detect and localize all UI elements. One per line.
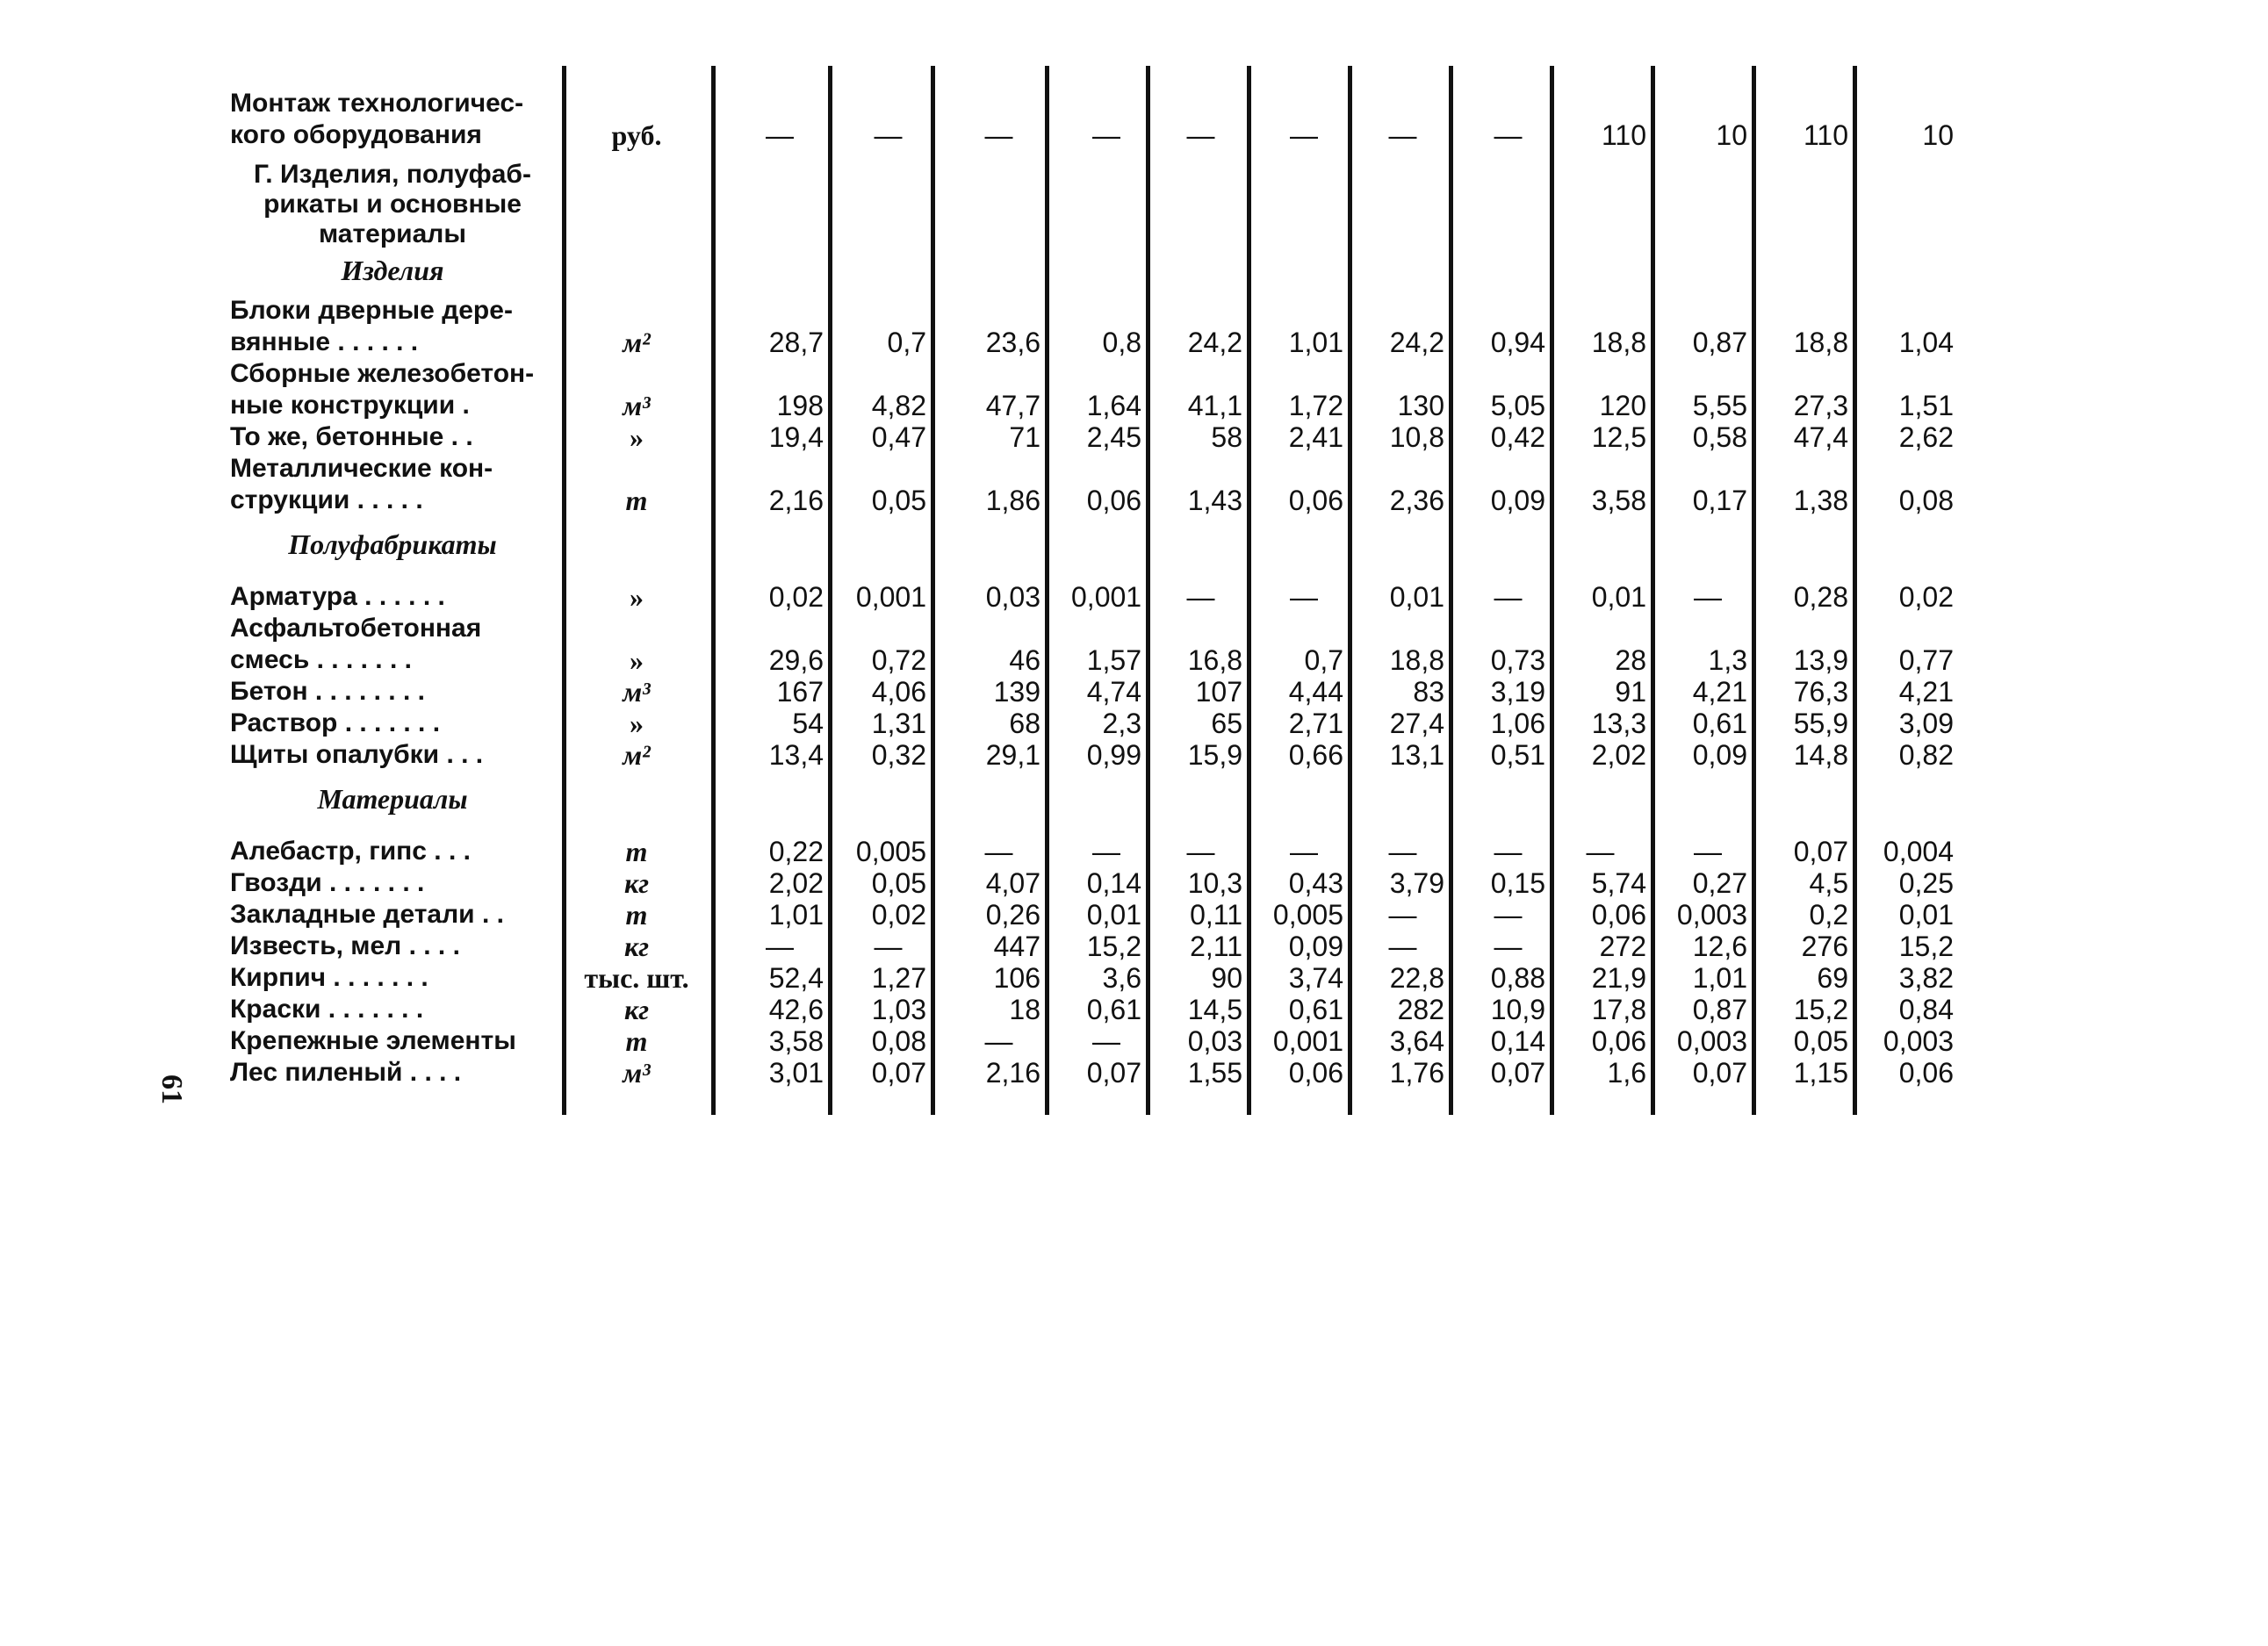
row-name-line: Бетон . . . . . . . .	[230, 677, 425, 706]
value-cell: 0,11	[1190, 899, 1242, 931]
value-cell: 0,09	[1692, 739, 1747, 771]
value-cell: 0,8	[1102, 327, 1141, 358]
value-cell: —	[1186, 119, 1215, 151]
value-cell: —	[1586, 836, 1615, 867]
value-cell: 0,61	[1086, 994, 1141, 1025]
value-cell: 46	[1009, 644, 1040, 676]
value-cell: 47,4	[1793, 421, 1848, 453]
value-cell: 18,8	[1591, 327, 1646, 358]
value-cell: 0,06	[1898, 1057, 1954, 1089]
unit-cell: м²	[623, 739, 651, 771]
column-divider	[828, 66, 832, 1115]
value-cell: 282	[1397, 994, 1444, 1025]
value-cell: 10	[1716, 119, 1747, 151]
value-cell: 1,38	[1793, 485, 1848, 516]
group-title: Материалы	[317, 783, 468, 815]
unit-cell: »	[630, 708, 644, 739]
value-cell: 16,8	[1187, 644, 1242, 676]
value-cell: 0,07	[1692, 1057, 1747, 1089]
row-name-line: смесь . . . . . . .	[230, 645, 412, 674]
row-name	[230, 358, 555, 421]
value-cell: 3,82	[1898, 962, 1954, 994]
column-divider	[1853, 66, 1857, 1115]
value-cell: 1,57	[1086, 644, 1141, 676]
value-cell: 2,45	[1086, 421, 1141, 453]
row-name	[230, 931, 555, 962]
value-cell: 2,41	[1288, 421, 1343, 453]
row-name	[230, 739, 555, 771]
value-cell: 1,43	[1187, 485, 1242, 516]
value-cell: 0,77	[1898, 644, 1954, 676]
value-cell: 106	[993, 962, 1040, 994]
value-cell: 13,3	[1591, 708, 1646, 739]
value-cell: 0,14	[1086, 867, 1141, 899]
unit-cell: м³	[623, 1057, 651, 1089]
value-cell: 13,4	[768, 739, 824, 771]
row-name	[230, 962, 555, 994]
value-cell: —	[1388, 836, 1417, 867]
value-cell: —	[874, 119, 903, 151]
unit-cell: т	[625, 1025, 648, 1057]
value-cell: 90	[1211, 962, 1242, 994]
value-cell: 4,06	[871, 676, 926, 708]
row-name-line: Кирпич . . . . . . .	[230, 963, 428, 992]
value-cell: 0,005	[1272, 899, 1343, 931]
value-cell: 0,01	[1389, 581, 1444, 613]
value-cell: 18,8	[1793, 327, 1848, 358]
value-cell: 1,27	[871, 962, 926, 994]
value-cell: 447	[993, 931, 1040, 962]
value-cell: 15,2	[1086, 931, 1141, 962]
value-cell: 69	[1817, 962, 1848, 994]
value-cell: 110	[1601, 119, 1646, 151]
row-name-line: Известь, мел . . . .	[230, 931, 460, 960]
value-cell: 0,73	[1490, 644, 1545, 676]
row-name	[230, 867, 555, 899]
column-divider	[1348, 66, 1352, 1115]
row-name-line: Крепежные элементы	[230, 1026, 516, 1055]
row-name	[230, 1057, 555, 1089]
value-cell: 17,8	[1591, 994, 1646, 1025]
value-cell: 1,6	[1607, 1057, 1646, 1089]
value-cell: 107	[1195, 676, 1242, 708]
value-cell: 1,55	[1187, 1057, 1242, 1089]
value-cell: 2,02	[1591, 739, 1646, 771]
value-cell: —	[1494, 899, 1523, 931]
value-cell: 3,01	[768, 1057, 824, 1089]
value-cell: 1,03	[871, 994, 926, 1025]
unit-cell: кг	[623, 994, 650, 1025]
value-cell: 0,09	[1490, 485, 1545, 516]
value-cell: 0,2	[1809, 899, 1848, 931]
value-cell: 0,51	[1490, 739, 1545, 771]
value-cell: 15,2	[1793, 994, 1848, 1025]
row-name	[230, 899, 555, 931]
value-cell: 47,7	[985, 390, 1040, 421]
value-cell: 1,72	[1288, 390, 1343, 421]
value-cell: 54	[792, 708, 824, 739]
value-cell: 2,02	[768, 867, 824, 899]
value-cell: 13,9	[1793, 644, 1848, 676]
row-name-line: Гвозди . . . . . . .	[230, 868, 425, 897]
value-cell: 1,06	[1490, 708, 1545, 739]
value-cell: —	[1694, 581, 1722, 613]
value-cell: 0,003	[1676, 899, 1747, 931]
unit-cell: кг	[623, 931, 650, 962]
value-cell: 139	[993, 676, 1040, 708]
row-name-line: То же, бетонные . .	[230, 422, 473, 451]
value-cell: 0,01	[1591, 581, 1646, 613]
value-cell: —	[1494, 931, 1523, 962]
value-cell: 0,02	[1898, 581, 1954, 613]
value-cell: 0,28	[1793, 581, 1848, 613]
unit-cell: т	[625, 485, 648, 516]
value-cell: 0,22	[768, 836, 824, 867]
value-cell: 0,43	[1288, 867, 1343, 899]
value-cell: 0,06	[1086, 485, 1141, 516]
unit-cell: »	[630, 421, 644, 453]
row-name	[230, 88, 555, 151]
value-cell: 24,2	[1389, 327, 1444, 358]
value-cell: 24,2	[1187, 327, 1242, 358]
value-cell: 1,51	[1898, 390, 1954, 421]
value-cell: 3,09	[1898, 708, 1954, 739]
unit-cell: т	[625, 836, 648, 867]
value-cell: 5,05	[1490, 390, 1545, 421]
value-cell: 27,3	[1793, 390, 1848, 421]
value-cell: 68	[1009, 708, 1040, 739]
value-cell: 18,8	[1389, 644, 1444, 676]
row-name-line: вянные . . . . . .	[230, 327, 419, 356]
value-cell: —	[1694, 836, 1722, 867]
value-cell: 1,86	[985, 485, 1040, 516]
value-cell: 0,27	[1692, 867, 1747, 899]
value-cell: 2,71	[1288, 708, 1343, 739]
row-name	[230, 676, 555, 708]
value-cell: 0,003	[1883, 1025, 1954, 1057]
row-name	[230, 708, 555, 739]
value-cell: —	[984, 1025, 1013, 1057]
value-cell: —	[1388, 899, 1417, 931]
value-cell: 1,3	[1708, 644, 1747, 676]
value-cell: 0,06	[1591, 1025, 1646, 1057]
value-cell: —	[1290, 836, 1318, 867]
row-name	[230, 421, 555, 453]
value-cell: 2,16	[768, 485, 824, 516]
value-cell: 83	[1413, 676, 1444, 708]
value-cell: 0,87	[1692, 327, 1747, 358]
value-cell: 0,001	[855, 581, 926, 613]
value-cell: 10,8	[1389, 421, 1444, 453]
unit-cell: т	[625, 899, 648, 931]
value-cell: 15,9	[1187, 739, 1242, 771]
value-cell: 15,2	[1898, 931, 1954, 962]
value-cell: —	[1388, 931, 1417, 962]
value-cell: —	[1388, 119, 1417, 151]
page-number: 61	[155, 1075, 188, 1104]
value-cell: 52,4	[768, 962, 824, 994]
value-cell: 0,82	[1898, 739, 1954, 771]
column-divider	[1247, 66, 1251, 1115]
column-divider	[1045, 66, 1049, 1115]
row-name	[230, 994, 555, 1025]
value-cell: 0,94	[1490, 327, 1545, 358]
value-cell: 3,6	[1102, 962, 1141, 994]
group-title: Полуфабрикаты	[288, 528, 497, 560]
value-cell: 2,11	[1190, 931, 1242, 962]
value-cell: 10	[1922, 119, 1954, 151]
value-cell: 0,06	[1591, 899, 1646, 931]
row-name-line: струкции . . . . .	[230, 485, 423, 514]
value-cell: 0,61	[1288, 994, 1343, 1025]
value-cell: 0,66	[1288, 739, 1343, 771]
value-cell: 1,01	[1692, 962, 1747, 994]
value-cell: 0,58	[1692, 421, 1747, 453]
value-cell: 0,06	[1288, 485, 1343, 516]
row-name-line: Асфальтобетонная	[230, 614, 482, 643]
value-cell: 29,1	[985, 739, 1040, 771]
section-header	[230, 160, 555, 249]
value-cell: 27,4	[1389, 708, 1444, 739]
value-cell: 12,5	[1591, 421, 1646, 453]
unit-cell: кг	[623, 867, 650, 899]
value-cell: 0,03	[1187, 1025, 1242, 1057]
value-cell: 3,74	[1288, 962, 1343, 994]
unit-cell: тыс. шт.	[584, 962, 689, 994]
value-cell: 0,005	[855, 836, 926, 867]
value-cell: 71	[1009, 421, 1040, 453]
value-cell: 22,8	[1389, 962, 1444, 994]
value-cell: 0,09	[1288, 931, 1343, 962]
value-cell: 0,17	[1692, 485, 1747, 516]
unit-cell: »	[630, 581, 644, 613]
value-cell: 3,64	[1389, 1025, 1444, 1057]
value-cell: 1,01	[768, 899, 824, 931]
value-cell: —	[1290, 119, 1318, 151]
value-cell: 0,47	[871, 421, 926, 453]
value-cell: 3,58	[768, 1025, 824, 1057]
value-cell: 4,5	[1809, 867, 1848, 899]
value-cell: 4,21	[1898, 676, 1954, 708]
value-cell: —	[1494, 581, 1523, 613]
value-cell: 120	[1599, 390, 1646, 421]
value-cell: 0,003	[1676, 1025, 1747, 1057]
value-cell: 0,05	[1793, 1025, 1848, 1057]
value-cell: 0,87	[1692, 994, 1747, 1025]
value-cell: 4,21	[1692, 676, 1747, 708]
column-divider	[1449, 66, 1453, 1115]
value-cell: 29,6	[768, 644, 824, 676]
value-cell: 3,19	[1490, 676, 1545, 708]
column-divider	[1651, 66, 1655, 1115]
row-name-line: Металлические кон-	[230, 454, 493, 483]
value-cell: —	[984, 119, 1013, 151]
value-cell: 0,06	[1288, 1057, 1343, 1089]
value-cell: 18	[1009, 994, 1040, 1025]
value-cell: 0,99	[1086, 739, 1141, 771]
value-cell: 167	[776, 676, 824, 708]
row-name	[230, 836, 555, 867]
value-cell: 4,44	[1288, 676, 1343, 708]
unit-cell: м³	[623, 390, 651, 421]
value-cell: 0,01	[1898, 899, 1954, 931]
unit-cell: руб.	[611, 119, 662, 151]
column-divider	[1146, 66, 1150, 1115]
value-cell: 0,004	[1883, 836, 1954, 867]
row-name	[230, 581, 555, 613]
value-cell: 2,3	[1102, 708, 1141, 739]
row-name-line: Монтаж технологичес-	[230, 89, 524, 118]
value-cell: 5,55	[1692, 390, 1747, 421]
value-cell: —	[1092, 119, 1120, 151]
value-cell: 4,07	[985, 867, 1040, 899]
column-divider	[711, 66, 716, 1115]
unit-cell: м²	[623, 327, 651, 358]
value-cell: —	[984, 836, 1013, 867]
value-cell: —	[766, 119, 794, 151]
value-cell: 0,08	[871, 1025, 926, 1057]
value-cell: 0,26	[985, 899, 1040, 931]
value-cell: 0,07	[871, 1057, 926, 1089]
value-cell: 0,001	[1272, 1025, 1343, 1057]
value-cell: 91	[1615, 676, 1646, 708]
section-header-line: Г. Изделия, полуфаб-	[254, 160, 531, 189]
value-cell: —	[1186, 581, 1215, 613]
value-cell: 0,32	[871, 739, 926, 771]
value-cell: 28	[1615, 644, 1646, 676]
value-cell: 1,76	[1389, 1057, 1444, 1089]
value-cell: 0,01	[1086, 899, 1141, 931]
value-cell: 0,03	[985, 581, 1040, 613]
value-cell: 14,8	[1793, 739, 1848, 771]
column-divider	[1752, 66, 1756, 1115]
value-cell: 3,58	[1591, 485, 1646, 516]
value-cell: 21,9	[1591, 962, 1646, 994]
row-name-line: Щиты опалубки . . .	[230, 740, 484, 769]
value-cell: 14,5	[1187, 994, 1242, 1025]
unit-cell: »	[630, 644, 644, 676]
group-title: Изделия	[341, 255, 444, 286]
value-cell: 1,04	[1898, 327, 1954, 358]
value-cell: 0,15	[1490, 867, 1545, 899]
value-cell: 110	[1803, 119, 1848, 151]
row-name-line: Лес пиленый . . . .	[230, 1058, 462, 1087]
value-cell: 2,16	[985, 1057, 1040, 1089]
section-header-line: материалы	[319, 219, 466, 248]
value-cell: 10,3	[1187, 867, 1242, 899]
value-cell: —	[1494, 836, 1523, 867]
row-name	[230, 1025, 555, 1057]
row-name	[230, 613, 555, 676]
value-cell: 0,05	[871, 485, 926, 516]
value-cell: —	[766, 931, 794, 962]
value-cell: 13,1	[1389, 739, 1444, 771]
value-cell: —	[1494, 119, 1523, 151]
row-name-line: Раствор . . . . . . .	[230, 708, 441, 737]
row-name-line: кого оборудования	[230, 120, 482, 149]
value-cell: 1,01	[1288, 327, 1343, 358]
value-cell: 276	[1801, 931, 1848, 962]
value-cell: 0,001	[1071, 581, 1142, 613]
value-cell: 41,1	[1187, 390, 1242, 421]
value-cell: 55,9	[1793, 708, 1848, 739]
value-cell: 0,61	[1692, 708, 1747, 739]
value-cell: 0,42	[1490, 421, 1545, 453]
value-cell: 198	[776, 390, 824, 421]
row-name-line: Закладные детали . .	[230, 900, 504, 929]
value-cell: 4,74	[1086, 676, 1141, 708]
value-cell: 0,02	[768, 581, 824, 613]
value-cell: —	[1290, 581, 1318, 613]
value-cell: 3,79	[1389, 867, 1444, 899]
value-cell: 1,31	[871, 708, 926, 739]
value-cell: 42,6	[768, 994, 824, 1025]
column-divider	[931, 66, 935, 1115]
value-cell: 0,07	[1086, 1057, 1141, 1089]
value-cell: —	[1186, 836, 1215, 867]
row-name	[230, 453, 555, 516]
value-cell: 10,9	[1490, 994, 1545, 1025]
value-cell: 0,08	[1898, 485, 1954, 516]
value-cell: 0,07	[1490, 1057, 1545, 1089]
value-cell: 130	[1397, 390, 1444, 421]
value-cell: 4,82	[871, 390, 926, 421]
value-cell: 0,88	[1490, 962, 1545, 994]
value-cell: 1,15	[1793, 1057, 1848, 1089]
row-name-line: Арматура . . . . . .	[230, 582, 445, 611]
value-cell: 0,02	[871, 899, 926, 931]
section-header-line: рикаты и основные	[263, 190, 522, 219]
value-cell: 5,74	[1591, 867, 1646, 899]
value-cell: 19,4	[768, 421, 824, 453]
value-cell: —	[1092, 836, 1120, 867]
value-cell: 23,6	[985, 327, 1040, 358]
value-cell: 58	[1211, 421, 1242, 453]
value-cell: 0,7	[887, 327, 926, 358]
value-cell: —	[1092, 1025, 1120, 1057]
value-cell: 0,25	[1898, 867, 1954, 899]
value-cell: 0,14	[1490, 1025, 1545, 1057]
unit-cell: м³	[623, 676, 651, 708]
value-cell: 28,7	[768, 327, 824, 358]
row-name-line: Краски . . . . . . .	[230, 995, 424, 1024]
value-cell: 0,07	[1793, 836, 1848, 867]
value-cell: 272	[1599, 931, 1646, 962]
value-cell: 76,3	[1793, 676, 1848, 708]
row-name-line: ные конструкции .	[230, 391, 470, 420]
row-name-line: Алебастр, гипс . . .	[230, 837, 471, 866]
value-cell: 0,72	[871, 644, 926, 676]
value-cell: 0,05	[871, 867, 926, 899]
value-cell: 65	[1211, 708, 1242, 739]
value-cell: 1,64	[1086, 390, 1141, 421]
value-cell: 0,7	[1304, 644, 1343, 676]
value-cell: —	[874, 931, 903, 962]
value-cell: 2,36	[1389, 485, 1444, 516]
row-name-line: Блоки дверные дере-	[230, 296, 513, 325]
value-cell: 12,6	[1692, 931, 1747, 962]
row-name	[230, 295, 555, 358]
value-cell: 0,84	[1898, 994, 1954, 1025]
value-cell: 2,62	[1898, 421, 1954, 453]
row-name-line: Сборные железобетон-	[230, 359, 535, 388]
